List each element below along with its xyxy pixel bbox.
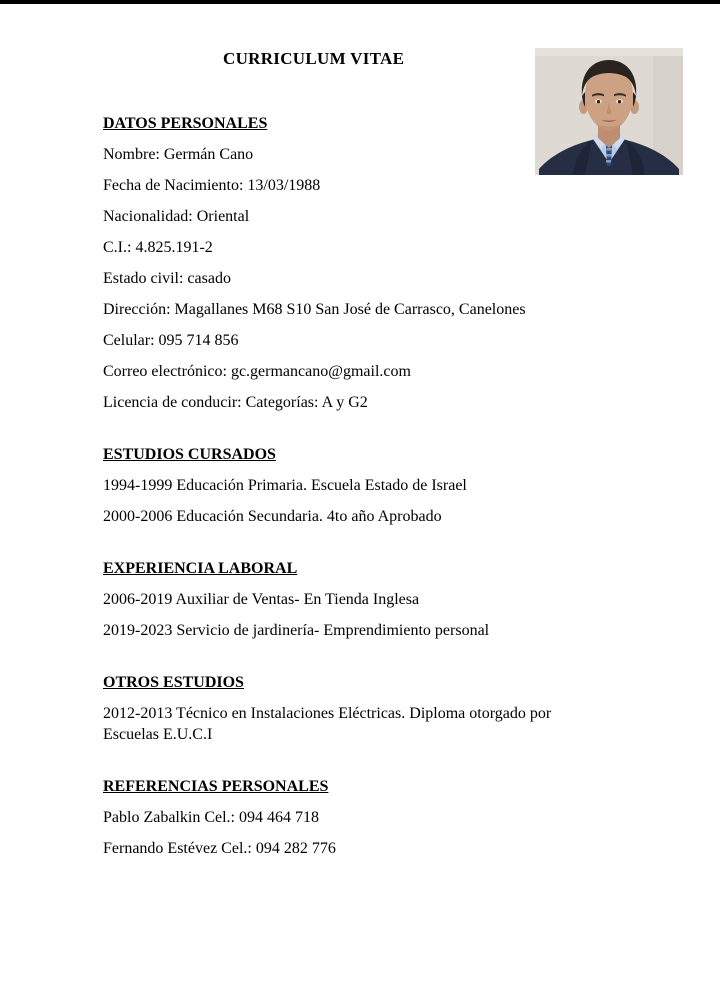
section-heading-datos-personales: DATOS PERSONALES: [103, 115, 268, 132]
otros-line-tecnico-electricas-line1: 2012-2013 Técnico en Instalaciones Eléctricas. Diploma otorgado por: [103, 705, 552, 722]
document-body: [103, 0, 617, 869]
section-heading-estudios-cursados: ESTUDIOS CURSADOS: [103, 446, 276, 463]
page-title: CURRICULUM VITAE: [223, 49, 405, 68]
section-heading-experiencia-laboral: EXPERIENCIA LABORAL: [103, 560, 298, 577]
otros-line-tecnico-electricas-line2: Escuelas E.U.C.I: [103, 726, 213, 743]
datos-line-correo: Correo electrónico: gc.germancano@gmail.com: [103, 363, 411, 380]
datos-line-estado-civil: Estado civil: casado: [103, 270, 231, 287]
referencias-line-fernando-estevez: Fernando Estévez Cel.: 094 282 776: [103, 840, 336, 857]
estudios-line-primaria: 1994-1999 Educación Primaria. Escuela Estado de Israel: [103, 477, 467, 494]
section-heading-referencias-personales: REFERENCIAS PERSONALES: [103, 778, 329, 795]
datos-line-nacionalidad: Nacionalidad: Oriental: [103, 208, 250, 225]
datos-line-celular: Celular: 095 714 856: [103, 332, 239, 349]
section-heading-otros-estudios: OTROS ESTUDIOS: [103, 674, 244, 691]
referencias-line-pablo-zabalkin: Pablo Zabalkin Cel.: 094 464 718: [103, 809, 319, 826]
datos-line-direccion: Dirección: Magallanes M68 S10 San José de Carrasco, Canelones: [103, 301, 526, 318]
datos-line-fecha-nacimiento: Fecha de Nacimiento: 13/03/1988: [103, 177, 321, 194]
experiencia-line-jardineria: 2019-2023 Servicio de jardinería- Emprendimiento personal: [103, 622, 490, 639]
datos-line-licencia: Licencia de conducir: Categorías: A y G2: [103, 394, 368, 411]
otros-line-tecnico-electricas: [103, 703, 617, 745]
estudios-line-secundaria: 2000-2006 Educación Secundaria. 4to año Aprobado: [103, 508, 442, 525]
datos-line-ci: C.I.: 4.825.191-2: [103, 239, 213, 256]
datos-line-nombre: Nombre: Germán Cano: [103, 146, 254, 163]
experiencia-line-tienda-inglesa: 2006-2019 Auxiliar de Ventas- En Tienda Inglesa: [103, 591, 420, 608]
